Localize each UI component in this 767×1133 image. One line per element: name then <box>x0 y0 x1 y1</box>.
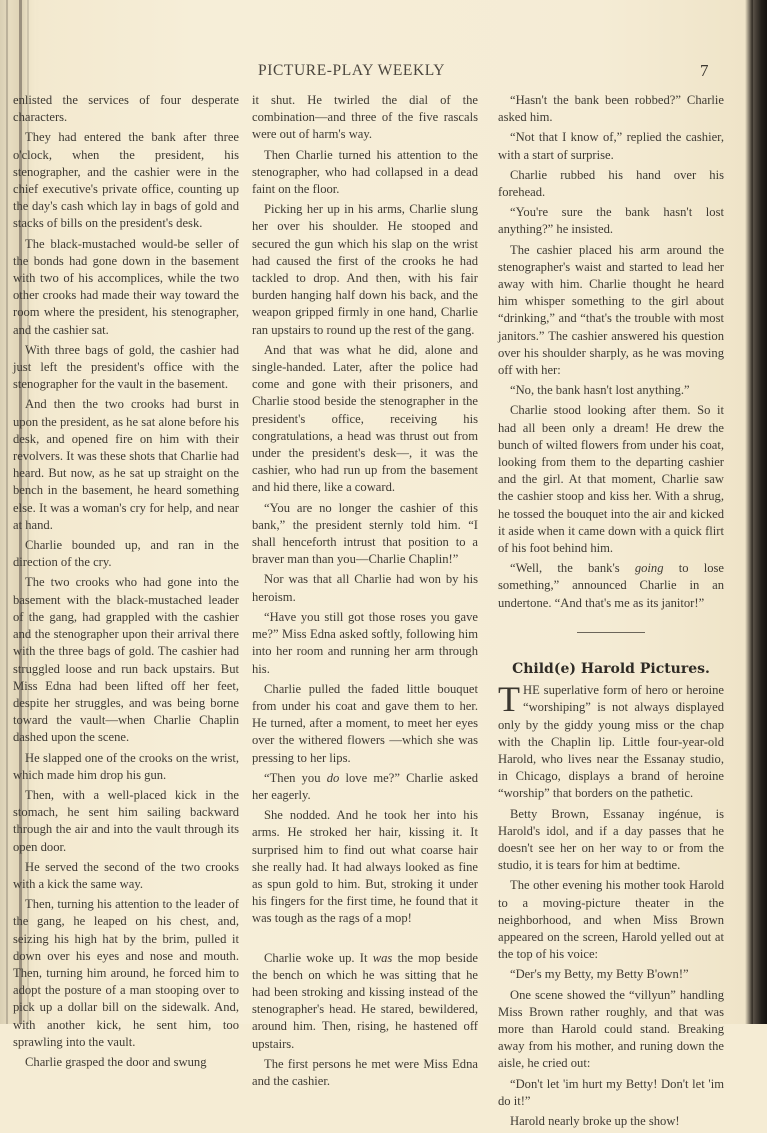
emphasis: was <box>372 950 393 965</box>
emphasis: going <box>634 561 664 576</box>
paragraph: Charlie bounded up, and ran in the direction of the cry. <box>13 538 239 570</box>
page-number: 7 <box>700 61 709 80</box>
paragraph: Then, turning his attention to the leader of the gang, he leaped on his chest, and, seizing his high hat by the brim, pulled it down over his eyes and nose and mouth. Then, turning him around, he forced him to adopt the posture of a man stooping over to pick up a dollar bill on the sidewalk. And, with another kick, he sent him, too sprawling into the vault. <box>13 897 239 1049</box>
paragraph: And then the two crooks had burst in upon the president, as he sat alone before his desk, and opened fire on him with their revolvers. It was these shots that Charlie had heard. But now, as he sat up straight on the bench in the basement, he heard something else. It was a woman's cry for help, and near at hand. <box>13 397 239 532</box>
paragraph: “You're sure the bank hasn't lost anything?” he insisted. <box>498 205 724 237</box>
text-run: Charlie woke up. It <box>264 950 373 965</box>
paragraph: “Don't let 'im hurt my Betty! Don't let 'im do it!” <box>498 1076 724 1108</box>
text-run: love me?” Charlie asked her eagerly. <box>252 770 478 802</box>
text-run: HE superlative form of hero or heroine “worshiping” is not always displayed only by the giddy young miss or the chap with the Chaplin lip. Little four-year-old Harold, who lives near the Essanay studio, in Chicago, displays a brand of heroine “worship” that borders on the pathetic. <box>498 683 724 801</box>
sidebar-article <box>498 661 724 1130</box>
paragraph: Charlie rubbed his hand over his forehead. <box>498 167 724 200</box>
paragraph-with-emphasis <box>252 770 478 804</box>
paragraph: “You are no longer the cashier of this bank,” the president sternly told him. “I shall henceforth intrust that position to a braver man than you—Charlie Chaplin!” <box>252 500 478 567</box>
page-header <box>0 62 767 82</box>
paragraph: The other evening his mother took Harold to a moving-picture theater in the neighborhood, and when Miss Brown appeared on the screen, Harold yelled out at the top of his voice: <box>498 878 724 962</box>
paragraph: Then Charlie turned his attention to the stenographer, who had collapsed in a dead faint on the floor. <box>252 147 478 197</box>
binding-edge-line <box>6 0 8 1024</box>
paragraph: The first persons he met were Miss Edna and the cashier. <box>252 1056 478 1088</box>
running-title: PICTURE-PLAY WEEKLY <box>258 62 446 79</box>
paragraph: “Have you still got those roses you gave me?” Miss Edna asked softly, following him into her room and running her arm through his. <box>252 609 478 676</box>
column-middle <box>252 92 478 1093</box>
paragraph: One scene showed the “villyun” handling Miss Brown rather roughly, and that was more than Harold could stand. Breaking away from his mother, and runing down the aisle, he cried out: <box>498 987 724 1071</box>
paragraph: enlisted the services of four desperate characters. <box>13 93 239 125</box>
paragraph: “Der's my Betty, my Betty B'own!” <box>510 967 689 982</box>
drop-cap: T <box>498 679 520 720</box>
paragraph: He slapped one of the crooks on the wrist, which made him drop his gun. <box>13 750 239 782</box>
paragraph: With three bags of gold, the cashier had just left the president's office with the stenographer for the vault in the basement. <box>13 342 239 392</box>
paragraph-with-emphasis <box>252 950 478 1053</box>
paragraph: Nor was that all Charlie had won by his heroism. <box>252 572 478 604</box>
column-left <box>13 92 239 1074</box>
text-run: “Well, the bank's <box>510 561 635 576</box>
paragraph: The black-mustached would-be seller of the bonds had gone down in the basement with two of his accomplices, while the two other crooks had made their way toward the room where the president, his stenographer, and the cashier sat. <box>13 236 239 337</box>
paragraph: Harold nearly broke up the show! <box>510 1113 680 1128</box>
paragraph: Charlie grasped the door and swung <box>25 1054 207 1069</box>
page-edge-shadow <box>753 0 767 1024</box>
column-right <box>498 92 724 1133</box>
paragraph: He served the second of the two crooks with a kick the same way. <box>13 859 239 891</box>
paragraph: Betty Brown, Essanay ingénue, is Harold's idol, and if a day passes that he doesn't see her on her way to or from the studio, it is tears for him at bedtime. <box>498 806 724 873</box>
section-divider <box>577 632 645 633</box>
paragraph-with-emphasis <box>498 560 724 612</box>
lead-paragraph <box>498 679 724 802</box>
paragraph: They had entered the bank after three o'clock, when the president, his stenographer, and the cashier were in the chief executive's private office, counting up the day's cash which lay in bags of gold and stacks of bills on the president's desk. <box>13 130 239 231</box>
paragraph: She nodded. And he took her into his arms. He stroked her hair, kissing it. It surprised him to find out what coarse hair she really had. It had always looked as fine as spun gold to him. But, stroking it under his fingers for the first time, he found that it was tough as the rags of a mop! <box>252 808 478 926</box>
paragraph: The two crooks who had gone into the basement with the black-mustached leader of the gang, had grappled with the cashier and the stenographer upon their arrival there with the three bags of gold. The cashier had struggled loose and run back upstairs. But Miss Edna had been lifted off her feet, despite her struggles, and was being borne toward the vault—when Charlie Chaplin dashed upon the scene. <box>13 575 239 745</box>
article-title: Child(e) Harold Pictures. <box>512 660 710 677</box>
text-run: “Then you <box>264 770 327 785</box>
paragraph: “Not that I know of,” replied the cashier, with a start of surprise. <box>498 130 724 162</box>
paragraph: it shut. He twirled the dial of the combination—and three of the five rascals were out of harm's way. <box>252 93 478 142</box>
paragraph: Picking her up in his arms, Charlie slung her over his shoulder. He stooped and secured the gun which his slap on the wrist had caused the first of the crooks he had tackled to drop. And then, with his fair burden hanging half down his back, and the weapon gripped firmly in one hand, Charlie ran upstairs to round up the rest of the gang. <box>252 202 478 337</box>
text-run: the mop beside the bench on which he was sitting that he had been stroking and kissing instead of the stenographer's head. He stared, bewildered, around him. Then, rising, he hastened off upstairs. <box>252 950 478 1051</box>
paragraph: Then, with a well-placed kick in the stomach, he sent him sailing backward through the air and into the vault through its open door. <box>13 787 239 854</box>
paragraph: And that was what he did, alone and single-handed. Later, after the police had come and gone with their prisoners, and Charlie stood beside the stenographer in the president's office, receiving his congratulations, a head was thrust out from under the president's desk—, it was the cashier, who had run up from the basement and hid there, like a coward. <box>252 342 478 495</box>
paragraph: “No, the bank hasn't lost anything.” <box>510 383 690 398</box>
emphasis: do <box>326 770 340 785</box>
paragraph: Charlie pulled the faded little bouquet from under his coat and gave them to her. He turned, after a moment, to meet her eyes over the withered flowers —which she was pressing to her lips. <box>252 681 478 765</box>
paragraph: “Hasn't the bank been robbed?” Charlie asked him. <box>498 93 724 125</box>
paragraph: Charlie stood looking after them. So it had all been only a dream! He drew the bunch of wilted flowers from under his coat, looking from them to the departing cashier and the girl. At that moment, Charlie saw the cashier stoop and kiss her. With a shrug, he tossed the bouquet into the air and kicked it aside when it came down with a quick flirt of his foot behind him. <box>498 403 724 556</box>
paragraph: The cashier placed his arm around the stenographer's waist and started to lead her away with him. Charlie thought he heard him whisper something to the girl about “drinking,” and “that's the trouble with most janitors.” The cashier answered his question over his shoulder sharply, as he was moving off with her: <box>498 242 724 378</box>
text-run: to lose something,” announced Charlie in an undertone. “And that's me as its janitor!” <box>498 561 724 610</box>
